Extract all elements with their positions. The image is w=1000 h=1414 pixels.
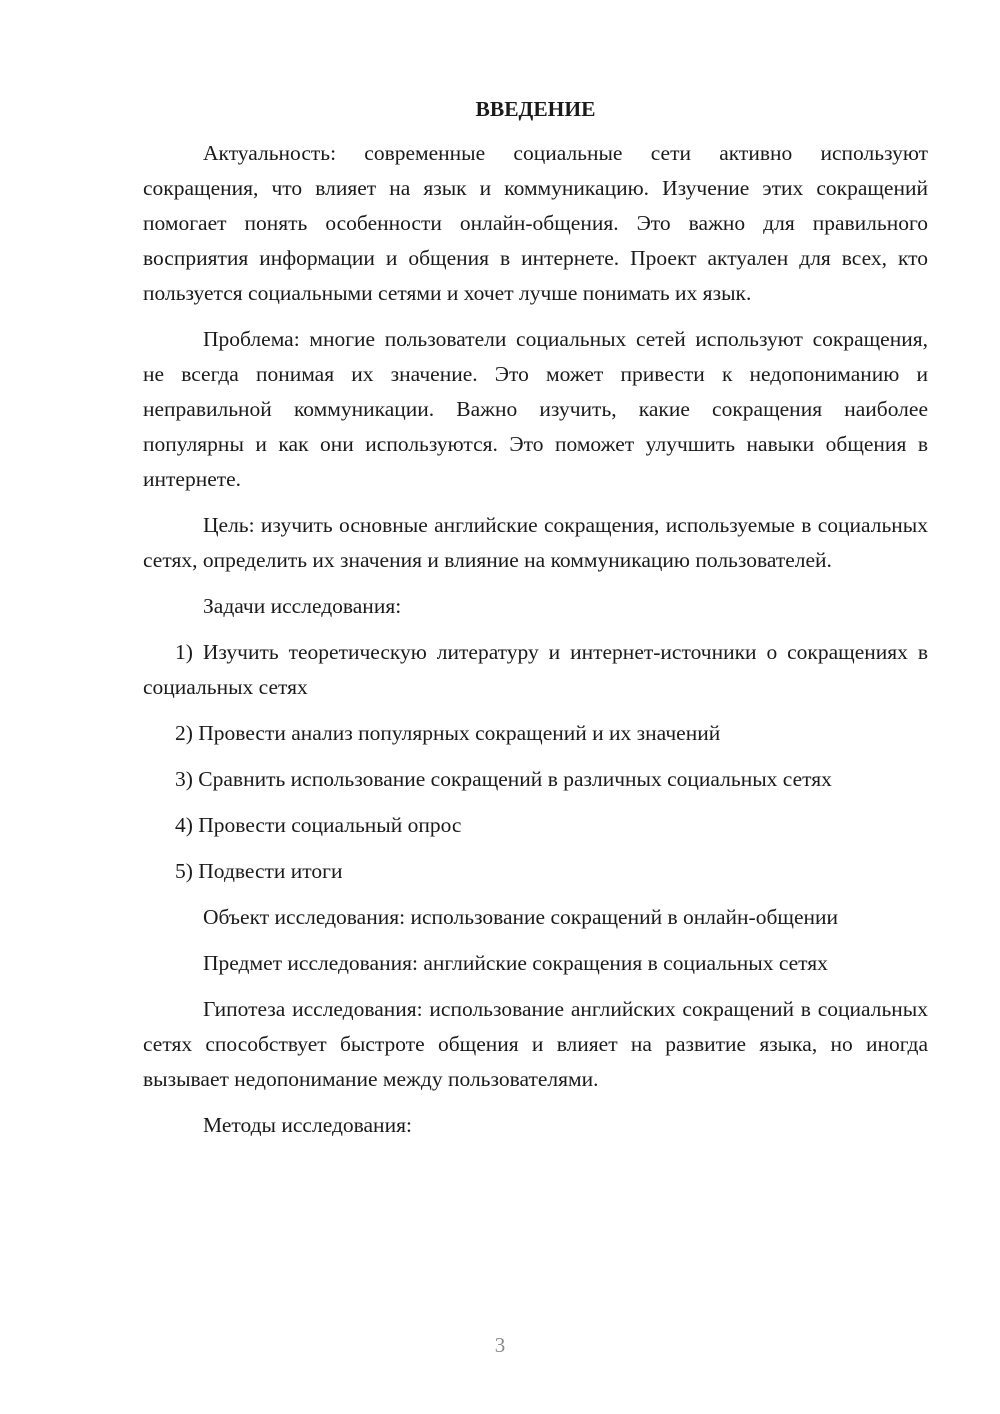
paragraph-goal: Цель: изучить основные английские сокращения, используемые в социальных сетях, определить их значения и влияние на коммуникацию пользователей. <box>143 513 928 572</box>
task-item-2: 2) Провести анализ популярных сокращений и их значений <box>175 721 721 745</box>
document-body <box>143 92 928 1154</box>
section-title: ВВЕДЕНИЕ <box>475 97 596 121</box>
task-item-3: 3) Сравнить использование сокращений в различных социальных сетях <box>175 767 832 791</box>
task-item-4: 4) Провести социальный опрос <box>175 813 462 837</box>
task-item-1: 1) Изучить теоретическую литературу и интернет-источники о сокращениях в социальных сетях <box>143 640 928 699</box>
paragraph-research-subject: Предмет исследования: английские сокращения в социальных сетях <box>203 951 828 975</box>
page-number: 3 <box>494 1333 506 1357</box>
paragraph-relevance: Актуальность: современные социальные сети активно используют сокращения, что влияет на язык и коммуникацию. Изучение этих сокращений помогает понять особенности онлайн-общения. Это важно для правильного восприятия информации и общения в интернете. Проект актуален для всех, кто пользуется социальными сетями и хочет лучше понимать их язык. <box>143 141 928 305</box>
paragraph-research-hypothesis: Гипотеза исследования: использование английских сокращений в социальных сетях способствует быстроте общения и влияет на развитие языка, но иногда вызывает недопонимание между пользователями. <box>143 997 928 1091</box>
paragraph-research-methods: Методы исследования: <box>203 1113 412 1137</box>
paragraph-tasks-heading: Задачи исследования: <box>203 594 402 618</box>
task-item-5: 5) Подвести итоги <box>175 859 343 883</box>
paragraph-research-object: Объект исследования: использование сокращений в онлайн-общении <box>203 905 839 929</box>
paragraph-problem: Проблема: многие пользователи социальных сетей используют сокращения, не всегда понимая их значение. Это может привести к недопониманию и неправильной коммуникации. Важно изучить, какие сокращения наиболее популярны и как они используются. Это поможет улучшить навыки общения в интернете. <box>143 327 928 491</box>
